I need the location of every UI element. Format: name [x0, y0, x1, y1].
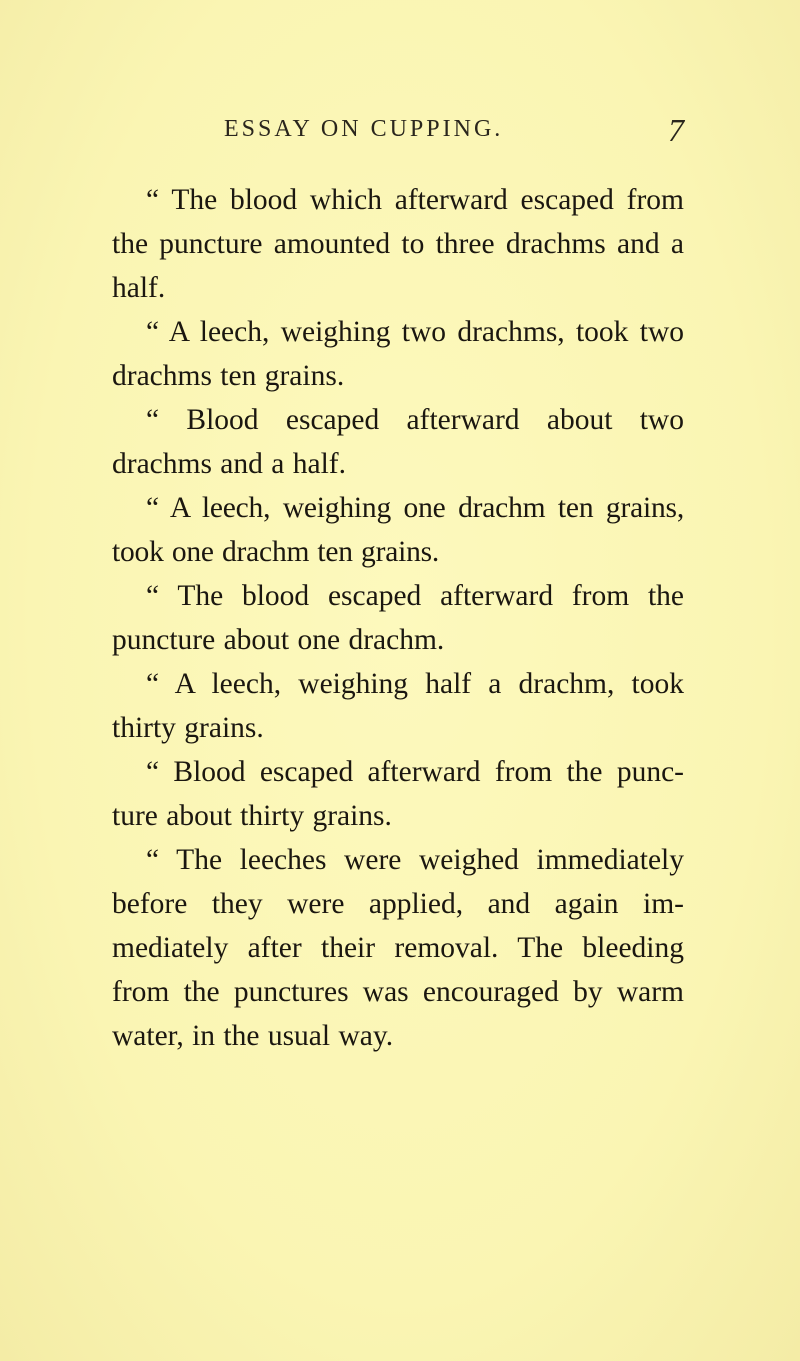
running-head	[0, 112, 800, 156]
paragraph: “ A leech, weighing one drachm ten grains, took one drachm ten grains.	[112, 492, 684, 568]
page-number: 7	[668, 112, 684, 148]
paragraph: “ The blood which afterward escaped from the puncture amounted to three drachms and a half.	[112, 184, 684, 304]
paragraph: “ The blood escaped afterward from the puncture about one drachm.	[112, 580, 684, 656]
paragraph: “ The leeches were weighed immediately before they were applied, and again im- mediately after their removal. The bleeding from the punctures was encouraged by warm water, in the usual way.	[112, 844, 684, 1052]
running-title: ESSAY ON CUPPING.	[224, 116, 504, 142]
paragraph: “ Blood escaped afterward about two drachms and a half.	[112, 404, 684, 480]
paragraph: “ A leech, weighing two drachms, took two drachms ten grains.	[112, 316, 684, 392]
body-text	[112, 178, 684, 1058]
paragraph: “ Blood escaped afterward from the punc- ture about thirty grains.	[112, 756, 684, 832]
paragraph: “ A leech, weighing half a drachm, took thirty grains.	[112, 668, 684, 744]
